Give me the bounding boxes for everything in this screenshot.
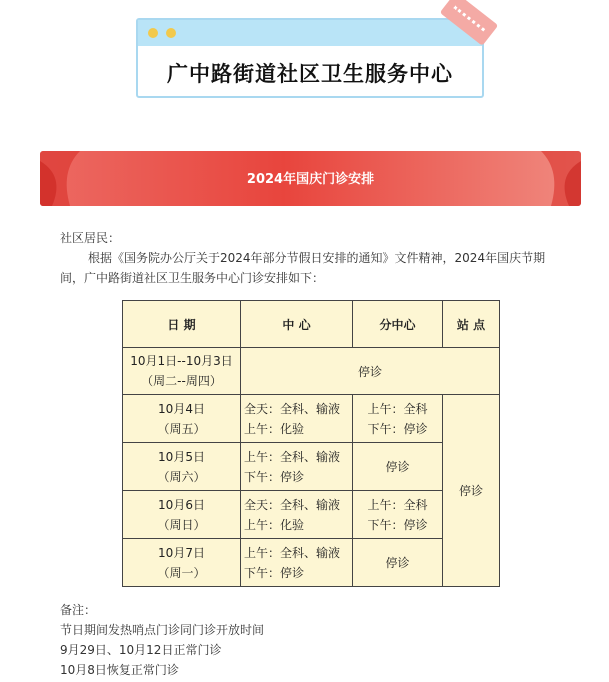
schedule-table	[122, 300, 500, 587]
sub-center-line: 下午：停诊	[367, 517, 428, 532]
weekday-text: （周五）	[157, 421, 206, 436]
date-text: 10月5日	[158, 449, 205, 464]
sub-center-cell: 停诊	[353, 443, 443, 491]
greeting: 社区居民：	[60, 231, 121, 245]
date-text: 10月7日	[158, 545, 205, 560]
title-card	[136, 18, 484, 98]
notes-line: 9月29日、10月12日正常门诊	[60, 643, 222, 657]
sub-center-line: 下午：停诊	[367, 421, 428, 436]
center-line: 上午：全科、输液	[244, 449, 341, 464]
notes	[60, 600, 264, 680]
yellow-dot-icon	[166, 28, 176, 38]
center-cell	[241, 539, 353, 587]
center-line: 上午：化验	[244, 517, 305, 532]
sub-center-cell	[353, 491, 443, 539]
date-cell	[123, 348, 241, 395]
sub-center-line: 上午：全科	[367, 401, 428, 416]
center-cell	[241, 491, 353, 539]
station-cell: 停诊	[443, 395, 500, 587]
date-cell	[123, 539, 241, 587]
date-cell	[123, 443, 241, 491]
sub-center-cell	[353, 395, 443, 443]
yellow-dot-icon	[148, 28, 158, 38]
weekday-text: （周一）	[157, 565, 206, 580]
date-text: 10月6日	[158, 497, 205, 512]
closed-cell: 停诊	[241, 348, 500, 395]
center-line: 下午：停诊	[244, 469, 305, 484]
header-center: 中 心	[241, 301, 353, 348]
center-cell	[241, 443, 353, 491]
holiday-banner	[40, 151, 581, 206]
date-cell	[123, 395, 241, 443]
date-text: 10月4日	[158, 401, 205, 416]
center-line: 全天：全科、输液	[244, 401, 341, 416]
title-card-bar	[138, 20, 482, 46]
sub-center-line: 上午：全科	[367, 497, 428, 512]
header-sub-center: 分中心	[353, 301, 443, 348]
table-row	[123, 348, 500, 395]
notice-paragraph: 根据《国务院办公厅关于2024年部分节假日安排的通知》文件精神，2024年国庆节期间，广中路街道社区卫生服务中心门诊安排如下：	[60, 251, 546, 285]
center-line: 上午：全科、输液	[244, 545, 341, 560]
header-date: 日 期	[123, 301, 241, 348]
center-line: 下午：停诊	[244, 565, 305, 580]
sub-center-cell: 停诊	[353, 539, 443, 587]
banner-title: 2024年国庆门诊安排	[246, 172, 375, 187]
notes-label: 备注：	[60, 603, 97, 617]
notes-line: 10月8日恢复正常门诊	[60, 663, 179, 677]
center-cell	[241, 395, 353, 443]
page-title: 广中路街道社区卫生服务中心	[167, 62, 453, 86]
date-text: 10月1日--10月3日	[130, 354, 233, 368]
weekday-text: （周日）	[157, 517, 206, 532]
center-line: 全天：全科、输液	[244, 497, 341, 512]
table-row	[123, 395, 500, 443]
table-header-row	[123, 301, 500, 348]
center-line: 上午：化验	[244, 421, 305, 436]
notes-line: 节日期间发热哨点门诊同门诊开放时间	[60, 623, 265, 637]
header-station: 站 点	[443, 301, 500, 348]
date-cell	[123, 491, 241, 539]
weekday-text: （周六）	[157, 469, 206, 484]
weekday-text: （周二--周四）	[141, 374, 222, 388]
